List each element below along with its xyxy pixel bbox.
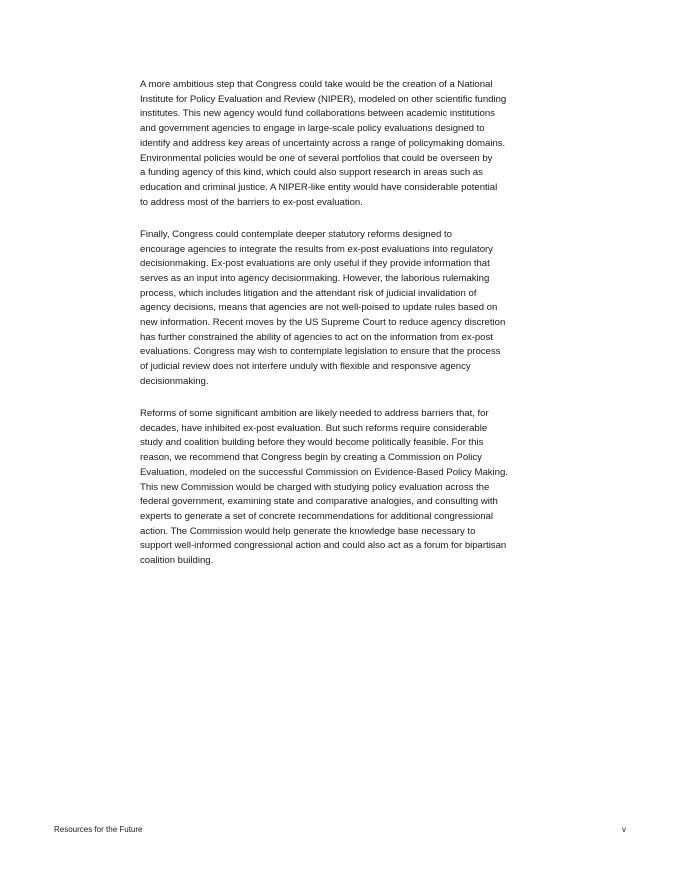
text-line: education and criminal justice. A NIPER-like entity would have considerable potential	[140, 181, 498, 193]
text-line: encourage agencies to integrate the results from ex-post evaluations into regulatory	[140, 243, 493, 255]
text-line: A more ambitious step that Congress could take would be the creation of a National	[140, 79, 493, 90]
text-line: action. The Commission would help generate the knowledge base necessary to	[140, 525, 476, 537]
text-line: to address most of the barriers to ex-post evaluation.	[140, 196, 363, 208]
text-line: experts to generate a set of concrete recommendations for additional congressional	[140, 510, 494, 522]
text-line: Reforms of some significant ambition are likely needed to address barriers that, for	[140, 408, 489, 420]
text-line: decisionmaking.	[140, 375, 209, 387]
text-line: identify and address key areas of uncertainty across a range of policymaking domains.	[140, 137, 506, 149]
text-line: a funding agency of this kind, which could also support research in areas such as	[140, 167, 483, 179]
text-line: Institute for Policy Evaluation and Review (NIPER), modeled on other scientific funding	[140, 93, 507, 105]
text-line: serves as an input into agency decisionmaking. However, the laborious rulemaking	[140, 272, 490, 284]
footer-page-number: v	[622, 825, 626, 834]
text-line: decades, have inhibited ex-post evaluation. But such reforms require considerable	[140, 422, 488, 434]
body-text	[140, 78, 548, 586]
text-line: coalition building.	[140, 555, 214, 567]
text-line: agency decisions, means that agencies are not well-poised to update rules based on	[140, 302, 498, 314]
paragraph-commission	[140, 407, 548, 569]
text-line: has further constrained the ability of agencies to act on the information from ex-post	[140, 331, 493, 343]
text-line: of judicial review does not interfere unduly with flexible and responsive agency	[140, 361, 471, 373]
text-line: reason, we recommend that Congress begin by creating a Commission on Policy	[140, 452, 482, 464]
text-line: Environmental policies would be one of several portfolios that could be overseen by	[140, 152, 493, 164]
text-line: and government agencies to engage in large-scale policy evaluations designed to	[140, 123, 485, 135]
text-line: study and coalition building before they would become politically feasible. For this	[140, 437, 484, 449]
text-line: new information. Recent moves by the US Supreme Court to reduce agency discretion	[140, 317, 506, 329]
text-line: This new Commission would be charged with studying policy evaluation across the	[140, 481, 490, 493]
footer-publisher: Resources for the Future	[54, 825, 143, 834]
text-line: evaluations. Congress may wish to contemplate legislation to ensure that the process	[140, 346, 501, 358]
text-line: decisionmaking. Ex-post evaluations are only useful if they provide information that	[140, 258, 490, 270]
paragraph-niper	[140, 78, 548, 210]
paragraph-statutory-reforms	[140, 228, 548, 390]
text-line: Evaluation, modeled on the successful Commission on Evidence-Based Policy Making.	[140, 466, 508, 478]
text-line: Finally, Congress could contemplate deeper statutory reforms designed to	[140, 228, 452, 240]
text-line: institutes. This new agency would fund collaborations between academic institutions	[140, 108, 495, 120]
text-line: process, which includes litigation and the attendant risk of judicial invalidation of	[140, 287, 477, 299]
text-line: federal government, examining state and comparative analogies, and consulting with	[140, 496, 498, 508]
text-line: support well-informed congressional action and could also act as a forum for bipartisan	[140, 540, 507, 552]
